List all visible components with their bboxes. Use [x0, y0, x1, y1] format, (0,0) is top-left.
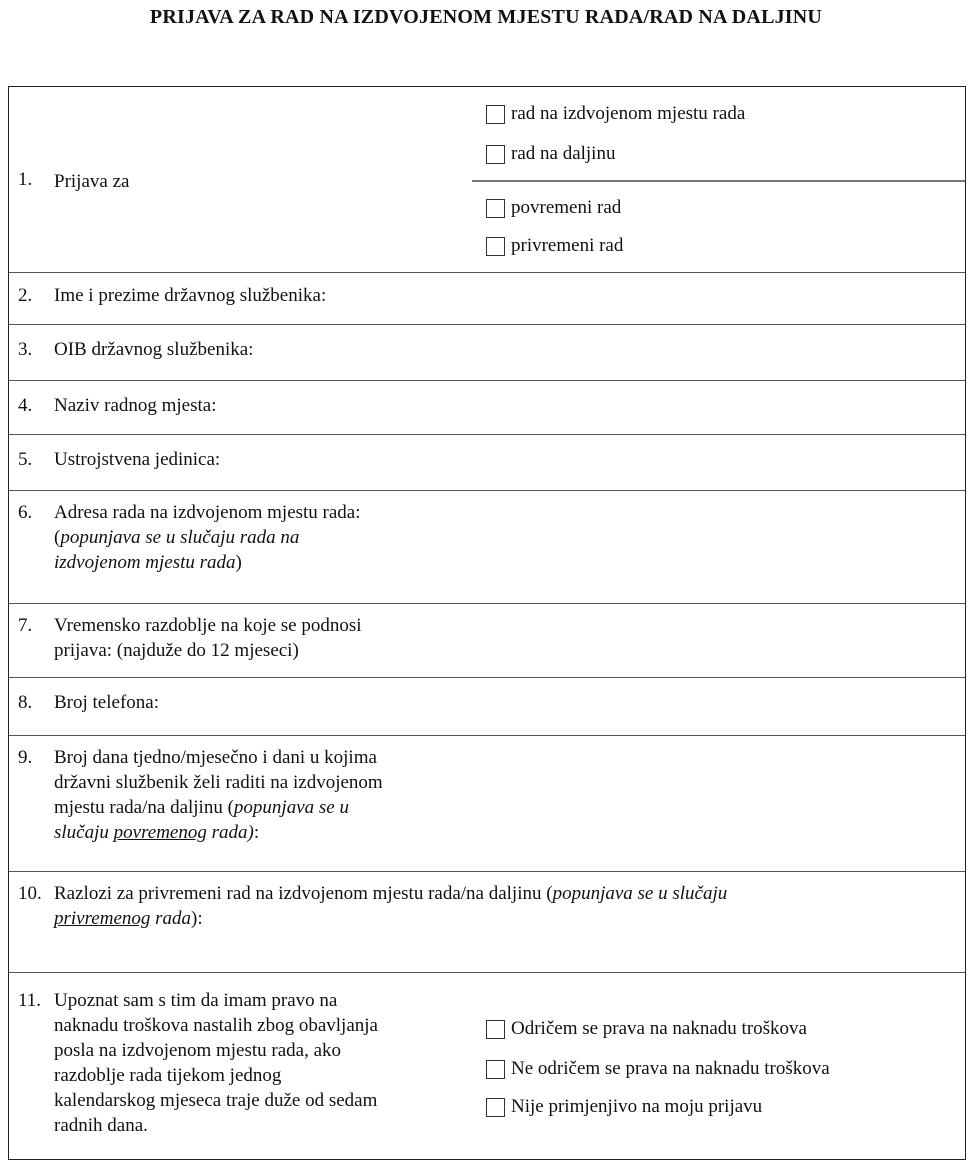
label-line: radnih dana.: [54, 1115, 148, 1136]
note-line: [54, 525, 361, 550]
row-label: [54, 500, 361, 575]
label-line: [54, 795, 383, 820]
label-line: naknadu troškova nastalih zbog obavljanja: [54, 1015, 378, 1036]
row-label: [54, 613, 362, 663]
label-line: [54, 820, 383, 845]
row-label: Ustrojstvena jedinica:: [54, 449, 221, 470]
row-number: 4.: [18, 395, 33, 416]
checkbox[interactable]: [486, 1098, 505, 1117]
row-number: 1.: [18, 169, 33, 190]
note-underlined: povremenog: [113, 822, 207, 843]
row-label: [18, 881, 925, 931]
row-label: Prijava za: [54, 171, 130, 192]
note: popunjava se u slučaju rada na: [60, 527, 300, 548]
note: rada): [206, 822, 254, 843]
form-title: PRIJAVA ZA RAD NA IZDVOJENOM MJESTU RADA/RAD NA DALJINU: [149, 6, 823, 28]
label-line: Broj dana tjedno/mjesečno i dani u kojima: [54, 747, 377, 768]
note-line: [54, 550, 361, 575]
row-reasons[interactable]: [9, 871, 965, 973]
row-number: 6.: [18, 502, 33, 523]
row-application-type: [9, 87, 965, 273]
row-label: Ime i prezime državnog službenika:: [54, 285, 327, 306]
note-underlined: privremenog: [54, 908, 151, 929]
row-number: 8.: [18, 692, 33, 713]
checkbox[interactable]: [486, 145, 505, 164]
option-label: Ne odričem se prava na naknadu troškova: [511, 1058, 830, 1079]
option-separate-location[interactable]: [486, 103, 745, 125]
label-line: Vremensko razdoblje na koje se podnosi: [54, 615, 362, 636]
paren: (: [54, 527, 61, 548]
option-label: povremeni rad: [511, 197, 622, 218]
row-label: [54, 988, 378, 1138]
row-org-unit[interactable]: [9, 434, 965, 491]
note: slučaju: [54, 822, 114, 843]
label-line: prijava: (najduže do 12 mjeseci): [54, 640, 299, 661]
label-line: kalendarskog mjeseca traje duže od sedam: [54, 1090, 378, 1111]
option-not-waive-compensation[interactable]: [486, 1058, 830, 1080]
option-waive-compensation[interactable]: [486, 1018, 807, 1040]
checkbox[interactable]: [486, 105, 505, 124]
option-label: rad na izdvojenom mjestu rada: [511, 103, 746, 124]
row-number: 5.: [18, 449, 33, 470]
row-oib[interactable]: [9, 324, 965, 381]
row-label: OIB državnog službenika:: [54, 339, 254, 360]
option-label: Odričem se prava na naknadu troškova: [511, 1018, 807, 1039]
note: izdvojenom mjestu rada: [54, 552, 236, 573]
row-number: 2.: [18, 285, 33, 306]
row-number: 10.: [18, 883, 42, 904]
checkbox[interactable]: [486, 199, 505, 218]
row-label: [54, 745, 383, 845]
row-time-period[interactable]: [9, 603, 965, 678]
label-line: razdoblje rada tijekom jednog: [54, 1065, 282, 1086]
option-label: Nije primjenjivo na moju prijavu: [511, 1096, 763, 1117]
option-temporary-work[interactable]: [486, 235, 623, 257]
text: :: [253, 822, 260, 843]
checkbox[interactable]: [486, 1020, 505, 1039]
label-line: Adresa rada na izdvojenom mjestu rada:: [54, 502, 361, 523]
option-remote-work[interactable]: [486, 143, 615, 165]
note: rada: [150, 908, 192, 929]
row-days-per-week[interactable]: [9, 735, 965, 872]
row-phone[interactable]: [9, 677, 965, 736]
checkbox[interactable]: [486, 237, 505, 256]
text: Razlozi za privremeni rad na izdvojenom mjestu rada/na daljinu (: [54, 883, 553, 904]
option-label: privremeni rad: [511, 235, 624, 256]
row-job-title[interactable]: [9, 380, 965, 435]
option-not-applicable[interactable]: [486, 1096, 762, 1118]
row-number: 7.: [18, 615, 33, 636]
label-line: Upoznat sam s tim da imam pravo na: [54, 990, 338, 1011]
text: mjestu rada/na daljinu (: [54, 797, 234, 818]
note: popunjava se u slučaju: [552, 883, 728, 904]
row-label: Naziv radnog mjesta:: [54, 395, 217, 416]
label-line: posla na izdvojenom mjestu rada, ako: [54, 1040, 342, 1061]
checkbox[interactable]: [486, 1060, 505, 1079]
row-cost-compensation: [9, 972, 965, 1159]
label-line: [18, 881, 925, 906]
row-number: 9.: [18, 747, 33, 768]
application-form-table: [8, 86, 966, 1160]
option-label: rad na daljinu: [511, 143, 616, 164]
text: ):: [191, 908, 203, 929]
note: popunjava se u: [233, 797, 349, 818]
row-full-name[interactable]: [9, 272, 965, 325]
label-line: [18, 906, 925, 931]
paren: ): [235, 552, 242, 573]
row-work-address[interactable]: [9, 490, 965, 604]
row-number: 3.: [18, 339, 33, 360]
divider: [472, 180, 965, 182]
option-occasional-work[interactable]: [486, 197, 621, 219]
label-line: državni službenik želi raditi na izdvojenom: [54, 772, 383, 793]
row-label: Broj telefona:: [54, 692, 159, 713]
row-number: 11.: [18, 990, 42, 1011]
